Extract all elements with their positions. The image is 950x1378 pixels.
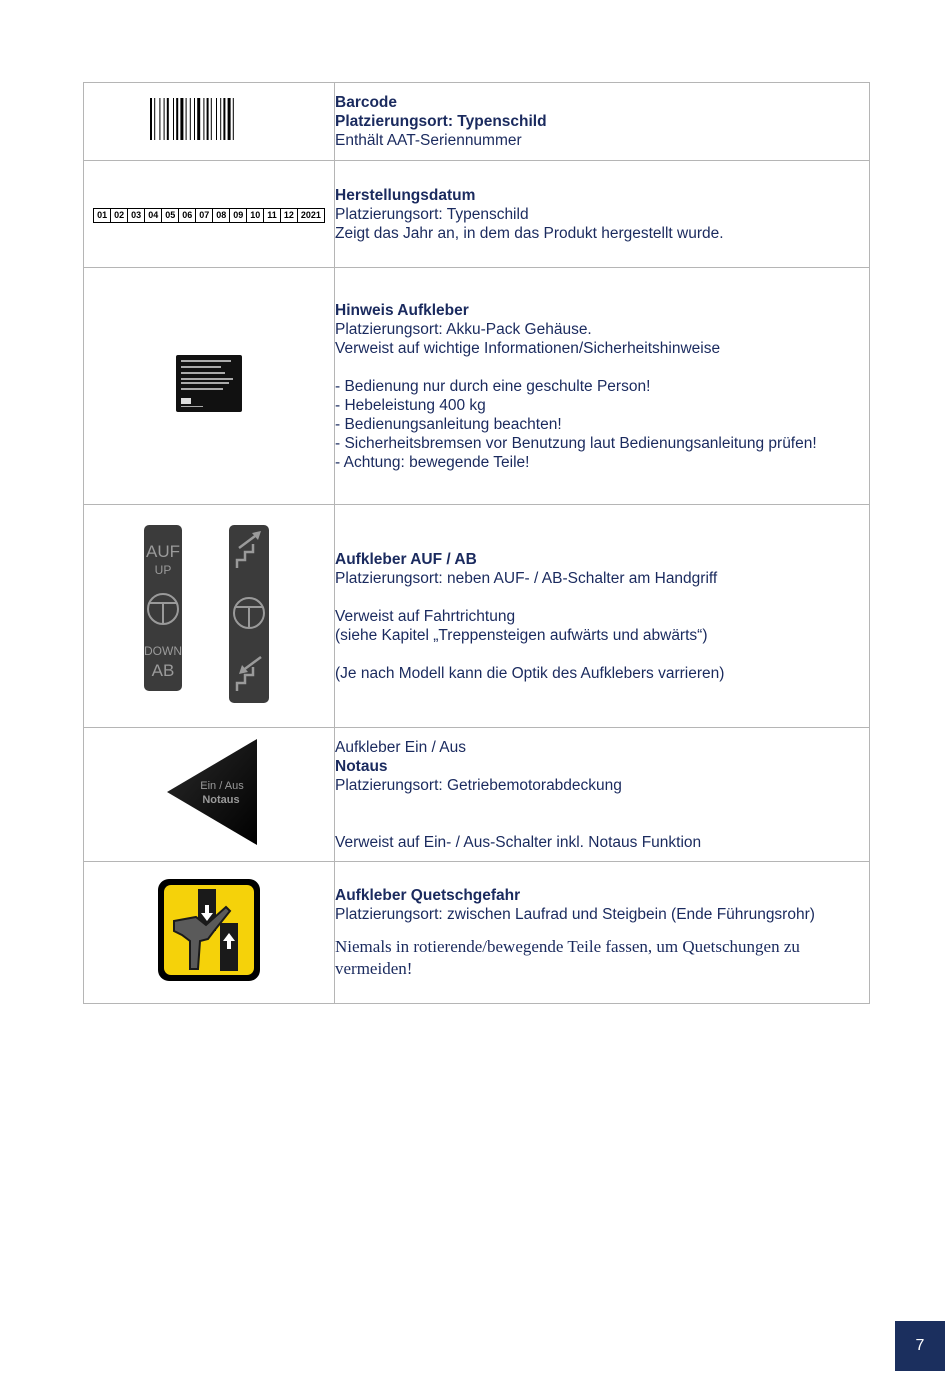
barcode-bar (164, 98, 165, 140)
barcode-icon (148, 98, 270, 140)
row-description: Verweist auf wichtige Informationen/Sicherheitshinweise (335, 339, 721, 357)
updown-image-cell (84, 505, 335, 728)
bullet-item: - Hebeleistung 400 kg (335, 396, 486, 414)
barcode-bar (194, 98, 195, 140)
row-placement: Platzierungsort: Typenschild (335, 205, 529, 223)
row-subtitle: Aufkleber Ein / Aus (335, 739, 466, 756)
date-cell: 2021 (300, 210, 321, 220)
date-cell: 05 (162, 209, 179, 222)
bullet-item: - Achtung: bewegende Teile! (335, 453, 530, 471)
barcode-bar (223, 98, 225, 140)
date-strip-icon (93, 208, 325, 223)
row-placement: Platzierungsort: neben AUF- / AB-Schalter am Handgriff (335, 569, 718, 587)
row-description: Zeigt das Jahr an, in dem das Produkt hergestellt wurde. (335, 224, 724, 242)
onoff-image-cell (84, 728, 335, 862)
notaus-label: Notaus (202, 794, 240, 806)
barcode-bar (186, 98, 187, 140)
date-cell: 11 (264, 209, 281, 222)
bullet-item: - Bedienungsanleitung beachten! (335, 415, 562, 433)
row-title: Aufkleber Quetschgefahr (335, 886, 521, 904)
bullet-item: - Bedienung nur durch eine geschulte Person! (335, 377, 651, 395)
info-sticker-icon (176, 355, 242, 412)
date-cell: 10 (247, 209, 264, 222)
sticker-table (83, 82, 870, 1004)
barcode-bar (233, 98, 234, 140)
warning-text: Niemals in rotierende/bewegende Teile fassen, um Quetschungen zu vermeiden! (335, 936, 800, 978)
ein-aus-label: Ein / Aus (200, 780, 244, 792)
row-title: Herstellungsdatum (335, 186, 476, 204)
date-cell: 04 (145, 209, 162, 222)
ab-label: AB (151, 660, 175, 680)
date-cell: 01 (94, 209, 111, 222)
barcode-text-cell (335, 83, 870, 161)
date-cell: 03 (128, 209, 145, 222)
page-number: 7 (895, 1321, 945, 1371)
info-image-cell (84, 268, 335, 505)
row-title: Notaus (335, 758, 388, 775)
onoff-text-cell (335, 728, 870, 862)
table-row (84, 728, 870, 862)
date-cell: 12 (281, 209, 298, 222)
on-off-triangle-icon (159, 737, 259, 847)
row-description: Verweist auf Ein- / Aus-Schalter inkl. Notaus Funktion (335, 834, 702, 851)
up-down-sticker-icon (134, 523, 284, 705)
row-description: (siehe Kapitel „Treppensteigen aufwärts und abwärts“) (335, 626, 708, 644)
barcode-bar (207, 98, 209, 140)
down-label: DOWN (144, 643, 182, 658)
barcode-bar (220, 98, 221, 140)
row-placement: Platzierungsort: Typenschild (335, 113, 547, 130)
info-text-cell (335, 268, 870, 505)
barcode-bar (190, 98, 191, 140)
row-title: Aufkleber AUF / AB (335, 550, 477, 568)
row-note: (Je nach Modell kann die Optik des Aufklebers varrieren) (335, 664, 725, 682)
row-title: Hinweis Aufkleber (335, 301, 469, 319)
barcode-bar (228, 98, 231, 140)
date-text-cell (335, 161, 870, 268)
barcode-bar (154, 98, 155, 140)
table-row (84, 161, 870, 268)
date-image-cell (84, 161, 335, 268)
crush-hazard-icon (156, 877, 262, 983)
barcode-bar (159, 98, 160, 140)
barcode-bar (180, 98, 183, 140)
auf-label: AUF (146, 541, 180, 561)
barcode-bar (197, 98, 200, 140)
row-placement: Platzierungsort: zwischen Laufrad und Steigbein (Ende Führungsrohr) (335, 905, 815, 923)
row-title: Barcode (335, 94, 398, 111)
date-cell: 09 (230, 209, 247, 222)
date-cell: 02 (111, 209, 128, 222)
crush-text-cell (335, 862, 870, 1004)
updown-text-cell (335, 505, 870, 728)
barcode-bar (203, 98, 204, 140)
crush-image-cell (84, 862, 335, 1004)
barcode-bar (176, 98, 178, 140)
table-row (84, 83, 870, 161)
up-label: UP (154, 562, 172, 577)
row-placement: Platzierungsort: Akku-Pack Gehäuse. (335, 320, 592, 338)
barcode-bar (167, 98, 169, 140)
barcode-bar (211, 98, 212, 140)
barcode-bar (173, 98, 174, 140)
row-description: Verweist auf Fahrtrichtung (335, 607, 516, 625)
table-row (84, 268, 870, 505)
date-cell: 08 (213, 209, 230, 222)
bullet-item: - Sicherheitsbremsen vor Benutzung laut Bedienungsanleitung prüfen! (335, 434, 817, 452)
date-cell: 07 (196, 209, 213, 222)
barcode-bar (216, 98, 217, 140)
row-placement: Platzierungsort: Getriebemotorabdeckung (335, 777, 622, 794)
row-description: Enthält AAT-Seriennummer (335, 132, 522, 149)
table-row (84, 505, 870, 728)
barcode-bar (150, 98, 152, 140)
table-row (84, 862, 870, 1004)
barcode-image-cell (84, 83, 335, 161)
date-cell: 06 (179, 209, 196, 222)
